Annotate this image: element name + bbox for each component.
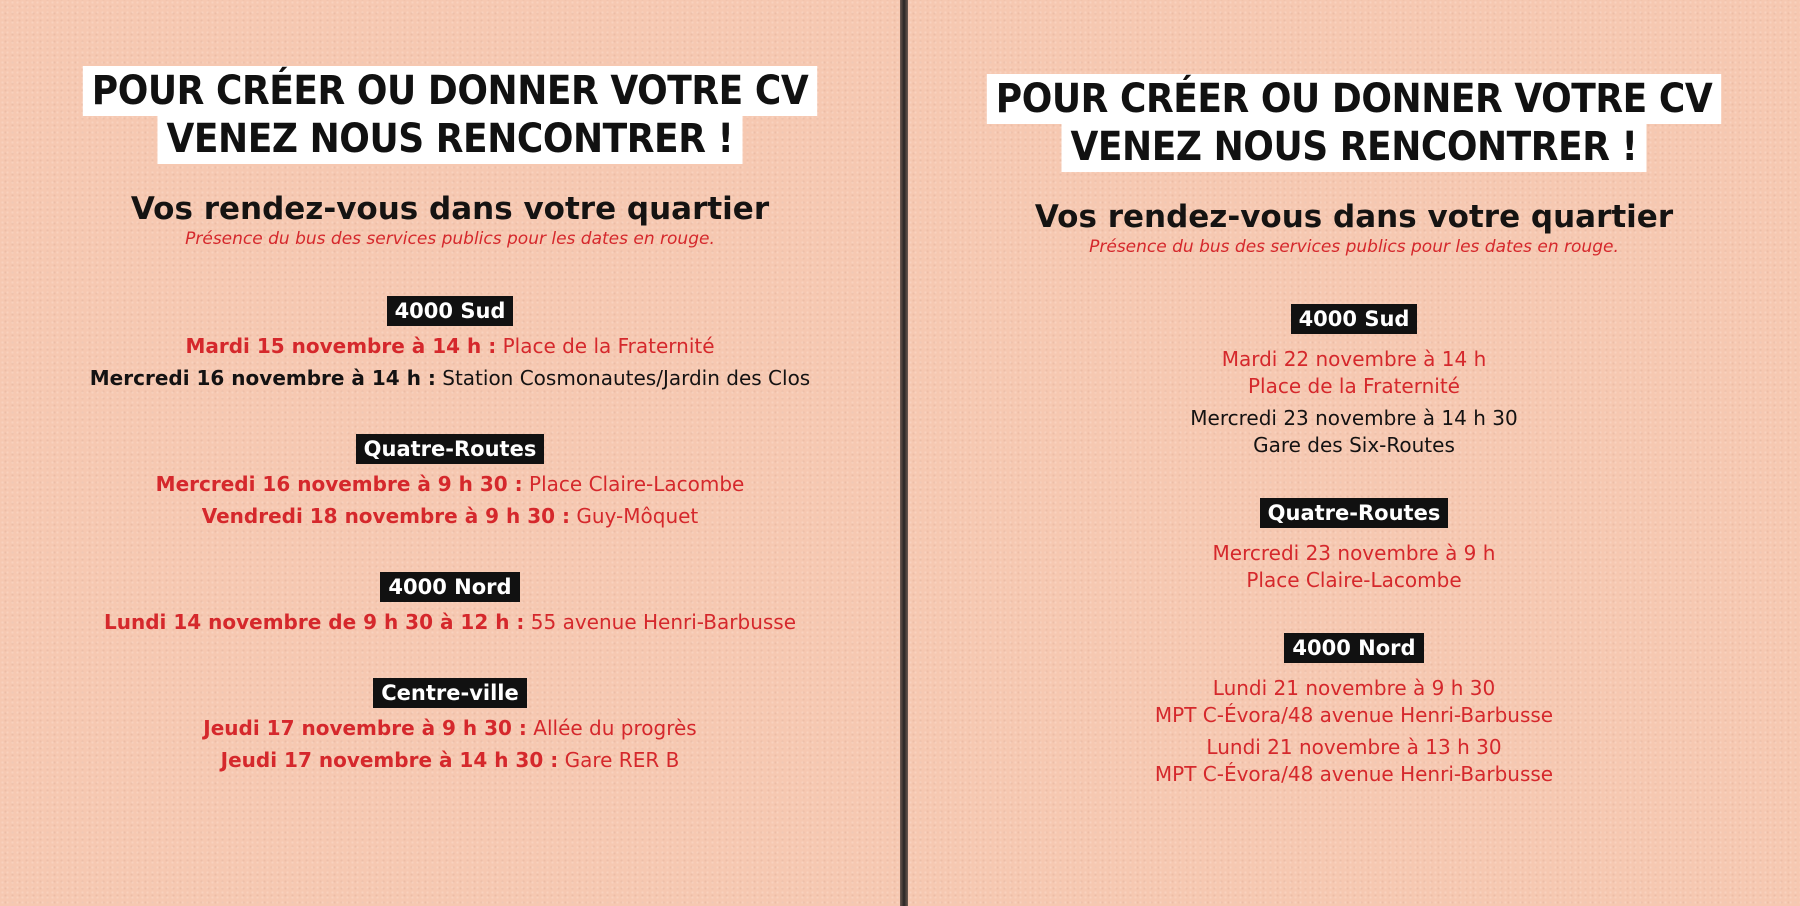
headline	[42, 66, 858, 164]
bus-note: Présence du bus des services publics pour les dates en rouge.	[185, 229, 715, 249]
schedule-line	[0, 712, 900, 744]
headline-line-2: VENEZ NOUS RENCONTRER !	[1061, 122, 1646, 172]
schedule-place: MPT C-Évora/48 avenue Henri-Barbusse	[1154, 703, 1554, 727]
schedule-date: Jeudi 17 novembre à 14 h 30 :	[220, 748, 559, 772]
headline-line-1: POUR CRÉER OU DONNER VOTRE CV	[987, 74, 1721, 124]
section-title: 4000 Sud	[387, 296, 514, 326]
schedule-place: Gare des Six-Routes	[1253, 433, 1455, 457]
schedule-entry	[908, 675, 1800, 728]
schedule-date: Mercredi 23 novembre à 9 h	[1212, 541, 1496, 565]
headline-line-2: VENEZ NOUS RENCONTRER !	[157, 114, 742, 164]
schedule-place: Place de la Fraternité	[1248, 374, 1460, 398]
schedule-entry	[908, 540, 1800, 593]
schedule-date: Lundi 21 novembre à 13 h 30	[1206, 735, 1502, 759]
right-page	[908, 0, 1800, 906]
schedule-place: Station Cosmonautes/Jardin des Clos	[435, 366, 811, 390]
schedule-date: Mercredi 16 novembre à 9 h 30 :	[155, 472, 523, 496]
schedule-date: Lundi 21 novembre à 9 h 30	[1212, 676, 1496, 700]
schedule-date: Mercredi 23 novembre à 14 h 30	[1190, 406, 1518, 430]
section-4000-nord	[0, 572, 900, 638]
section-title: Quatre-Routes	[356, 434, 545, 464]
schedule-place: MPT C-Évora/48 avenue Henri-Barbusse	[1154, 762, 1554, 786]
headline	[946, 74, 1762, 172]
schedule-place: Place Claire-Lacombe	[522, 472, 745, 496]
schedule-entry	[908, 734, 1800, 787]
schedule-line	[0, 744, 900, 776]
schedule-date: Mardi 15 novembre à 14 h :	[185, 334, 497, 358]
subtitle: Vos rendez-vous dans votre quartier	[130, 191, 770, 227]
section-quatre-routes	[908, 498, 1800, 593]
section-4000-sud	[908, 304, 1800, 458]
schedule-line	[0, 468, 900, 500]
section-title: 4000 Sud	[1291, 304, 1418, 334]
schedule-place: Guy-Môquet	[570, 504, 699, 528]
schedule-entry	[908, 405, 1800, 458]
section-title: Quatre-Routes	[1260, 498, 1449, 528]
schedule-date: Mercredi 16 novembre à 14 h :	[89, 366, 436, 390]
schedule-line	[0, 606, 900, 638]
bus-note: Présence du bus des services publics pour les dates en rouge.	[1089, 237, 1619, 257]
schedule-date: Mardi 22 novembre à 14 h	[1221, 347, 1487, 371]
schedule-line	[0, 500, 900, 532]
section-4000-sud	[0, 296, 900, 394]
schedule-place: 55 avenue Henri-Barbusse	[524, 610, 797, 634]
schedule-place: Allée du progrès	[526, 716, 697, 740]
section-quatre-routes	[0, 434, 900, 532]
section-centre-ville	[0, 678, 900, 776]
headline-line-1: POUR CRÉER OU DONNER VOTRE CV	[83, 66, 817, 116]
section-4000-nord	[908, 633, 1800, 787]
schedule-line	[0, 330, 900, 362]
schedule-place: Gare RER B	[558, 748, 680, 772]
schedule-date: Lundi 14 novembre de 9 h 30 à 12 h :	[103, 610, 525, 634]
schedule-date: Vendredi 18 novembre à 9 h 30 :	[201, 504, 571, 528]
schedule-place: Place Claire-Lacombe	[1246, 568, 1462, 592]
section-title: 4000 Nord	[1284, 633, 1423, 663]
section-title: Centre-ville	[373, 678, 526, 708]
schedule-date: Jeudi 17 novembre à 9 h 30 :	[203, 716, 527, 740]
schedule-entry	[908, 346, 1800, 399]
schedule-place: Place de la Fraternité	[496, 334, 715, 358]
book-spine	[900, 0, 908, 906]
section-title: 4000 Nord	[380, 572, 519, 602]
subtitle: Vos rendez-vous dans votre quartier	[1034, 199, 1674, 235]
schedule-line	[0, 362, 900, 394]
